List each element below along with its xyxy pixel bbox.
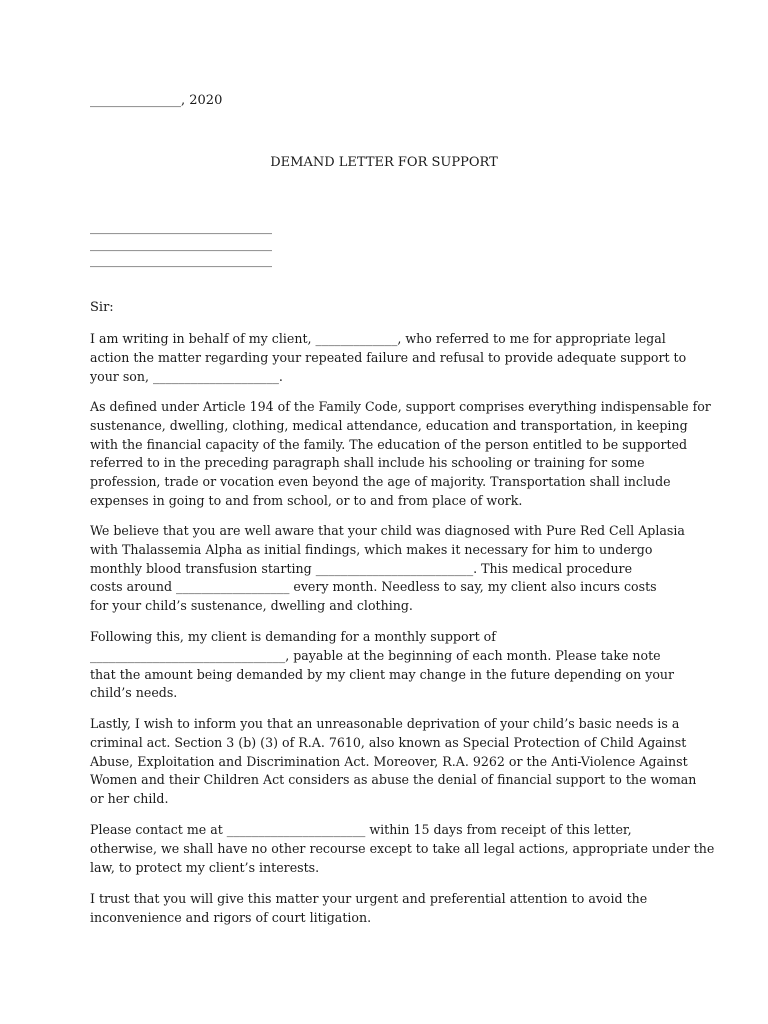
paragraph-line: Lastly, I wish to inform you that an unreasonable deprivation of your child’s basic needs is a	[90, 716, 680, 731]
paragraph-line: that the amount being demanded by my client may change in the future depending on your	[90, 666, 675, 682]
paragraph-line: your son, ____________________.	[90, 368, 283, 384]
recipient-address-block	[90, 220, 272, 270]
paragraph-contact	[90, 821, 715, 877]
paragraph-line: law, to protect my client’s interests.	[90, 859, 320, 875]
paragraph-line: with Thalassemia Alpha as initial findings, which makes it necessary for him to undergo	[90, 541, 653, 557]
paragraph-client-intro	[90, 330, 690, 386]
paragraph-line: or her child.	[90, 791, 169, 807]
paragraph-line: child’s needs.	[90, 685, 178, 701]
address-line: ____________________________	[90, 236, 272, 252]
paragraph-line: Women and their Children Act considers as abuse the denial of financial support to the woman	[90, 772, 697, 788]
letter-title: DEMAND LETTER FOR SUPPORT	[270, 155, 498, 170]
paragraph-line: referred to in the preceding paragraph shall include his schooling or training for some	[90, 455, 645, 471]
paragraph-line: I am writing in behalf of my client, _____________, who referred to me for appropriate legal	[90, 331, 666, 346]
address-line: ____________________________	[90, 253, 272, 268]
paragraph-line: Abuse, Exploitation and Discrimination Act. Moreover, R.A. 9262 or the Anti-Violence Against	[90, 753, 688, 769]
paragraph-line: action the matter regarding your repeated failure and refusal to provide adequate support to	[90, 349, 687, 365]
paragraph-family-code	[90, 398, 711, 511]
paragraph-line: Please contact me at ______________________ within 15 days from receipt of this letter,	[90, 822, 632, 837]
paragraph-closing	[90, 890, 690, 928]
paragraph-line: criminal act. Section 3 (b) (3) of R.A. 7610, also known as Special Protection of Child Against	[90, 734, 687, 750]
paragraph-line: monthly blood transfusion starting _________________________. This medical procedure	[90, 560, 633, 576]
paragraph-monthly-demand	[90, 628, 690, 703]
paragraph-line: expenses in going to and from school, or to and from place of work.	[90, 492, 523, 508]
paragraph-line: We believe that you are well aware that your child was diagnosed with Pure Red Cell Aplasia	[90, 523, 685, 538]
address-line: ____________________________	[90, 220, 272, 235]
date-line: ______________, 2020	[90, 93, 223, 108]
paragraph-line: costs around __________________ every month. Needless to say, my client also incurs costs	[90, 579, 657, 595]
paragraph-line: for your child’s sustenance, dwelling and clothing.	[90, 598, 413, 614]
paragraph-line: inconvenience and rigors of court litigation.	[90, 909, 372, 925]
paragraph-line: As defined under Article 194 of the Family Code, support comprises everything indispensable for	[90, 399, 711, 414]
paragraph-legal-basis	[90, 715, 697, 809]
paragraph-line: otherwise, we shall have no other recourse except to take all legal actions, appropriate under the	[90, 840, 715, 856]
salutation: Sir:	[90, 300, 114, 315]
paragraph-line: profession, trade or vocation even beyond the age of majority. Transportation shall include	[90, 474, 671, 490]
paragraph-line: sustenance, dwelling, clothing, medical attendance, education and transportation, in keeping	[90, 417, 688, 433]
paragraph-line: with the financial capacity of the family. The education of the person entitled to be supported	[90, 436, 688, 452]
paragraph-line: I trust that you will give this matter your urgent and preferential attention to avoid the	[90, 891, 648, 906]
paragraph-line: _______________________________, payable at the beginning of each month. Please take note	[90, 647, 661, 663]
paragraph-line: Following this, my client is demanding for a monthly support of	[90, 629, 496, 644]
paragraph-diagnosis	[90, 522, 690, 616]
